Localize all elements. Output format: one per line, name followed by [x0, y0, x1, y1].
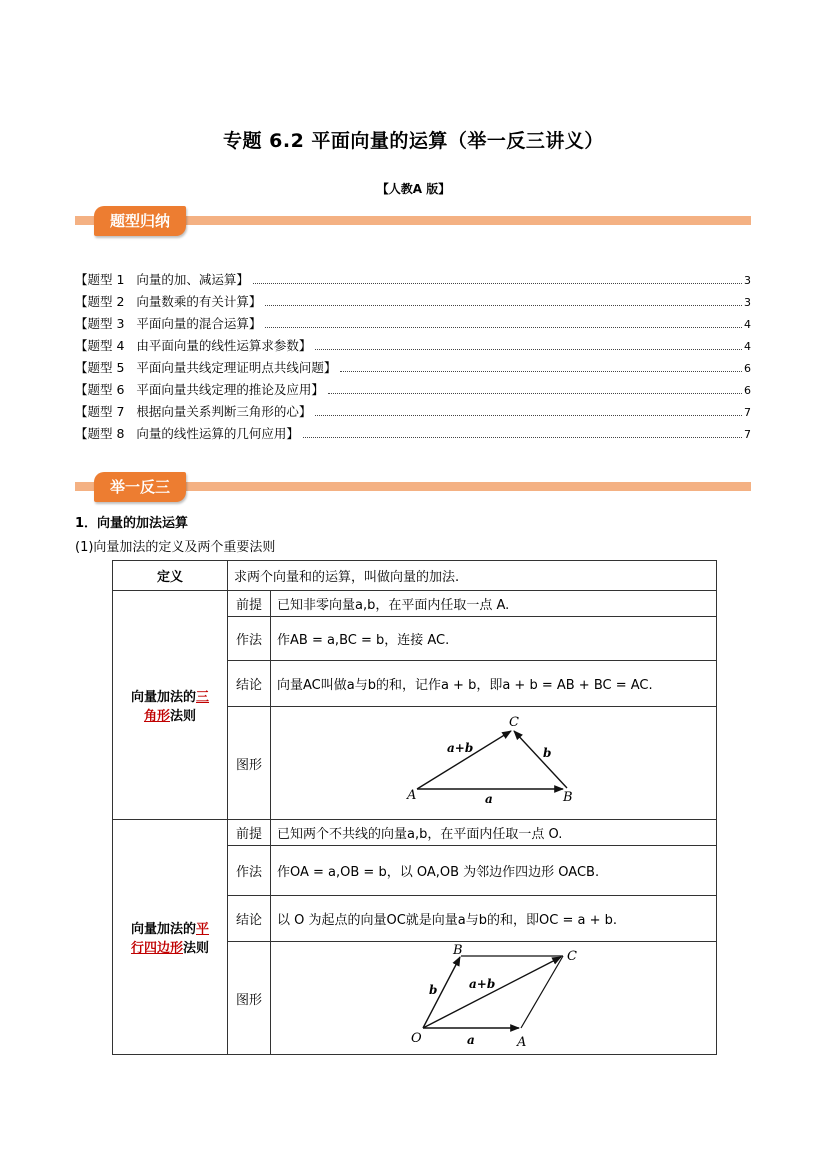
toc-item[interactable]: [75, 380, 751, 398]
section-intro: (1)向量加法的定义及两个重要法则: [75, 540, 276, 555]
toc-page: 6: [744, 362, 751, 375]
point-b-label: B: [563, 790, 573, 805]
a-label: a: [485, 792, 493, 806]
parallelogram-method: 作OA = a,OB = b，以 OA,OB 为邻边作四边形 OACB.: [271, 846, 717, 896]
point-c-label: C: [567, 949, 577, 964]
toc-leader: [328, 392, 742, 394]
practice-banner: 举一反三: [94, 472, 186, 502]
toc-page: 6: [744, 384, 751, 397]
triangle-premise: 已知非零向量a,b，在平面内任取一点 A.: [271, 591, 717, 617]
a-label: a: [467, 1033, 475, 1047]
vector-b: [514, 731, 567, 788]
toc-page: 7: [744, 406, 751, 419]
point-a-label: A: [407, 788, 417, 803]
parallelogram-conclusion: 以 O 为起点的向量OC就是向量a与b的和，即OC = a + b.: [271, 896, 717, 942]
vector-oc: [423, 957, 561, 1028]
sum-label: a+b: [469, 977, 496, 991]
edition-label: 【人教A 版】: [376, 182, 451, 196]
point-o-label: O: [411, 1031, 422, 1046]
toc-item[interactable]: [75, 424, 751, 442]
row-label-method: 作法: [228, 617, 271, 661]
toc-label: 【题型 6 平面向量共线定理的推论及应用】: [75, 382, 324, 397]
toc-page: 3: [744, 274, 751, 287]
row-label-premise: 前提: [228, 591, 271, 617]
toc-leader: [340, 370, 742, 372]
row-label-figure: 图形: [228, 707, 271, 820]
rule-highlight: 角形: [143, 709, 170, 724]
row-label-premise: 前提: [228, 820, 271, 846]
toc-leader: [265, 326, 742, 328]
triangle-figure-cell: [271, 707, 717, 820]
triangle-conclusion: 向量AC叫做a与b的和，记作a + b，即a + b = AB + BC = AC.: [271, 661, 717, 707]
rule-text: 向量加法的: [130, 690, 196, 705]
page-title: 专题 6.2 平面向量的运算（举一反三讲义）: [223, 130, 604, 152]
point-b-label: B: [453, 943, 463, 958]
vector-addition-table: [112, 560, 717, 1055]
row-label-figure: 图形: [228, 942, 271, 1055]
toc-item[interactable]: [75, 270, 751, 288]
parallelogram-rule-label: [113, 820, 228, 1055]
toc-label: 【题型 2 向量数乘的有关计算】: [75, 294, 262, 309]
toc-item[interactable]: [75, 358, 751, 376]
toc-label: 【题型 3 平面向量的混合运算】: [75, 316, 262, 331]
toc-label: 【题型 1 向量的加、减运算】: [75, 272, 249, 287]
b-label: b: [543, 746, 552, 760]
toc-leader: [265, 304, 742, 306]
row-label-method: 作法: [228, 846, 271, 896]
point-c-label: C: [509, 715, 519, 730]
section-heading: 1．向量的加法运算: [75, 516, 189, 531]
toc-item[interactable]: [75, 402, 751, 420]
toc-item[interactable]: [75, 336, 751, 354]
sum-label: a+b: [447, 741, 474, 755]
rule-text: 法则: [170, 709, 197, 724]
toc-page: 4: [744, 340, 751, 353]
toc-label: 【题型 7 根据向量关系判断三角形的心】: [75, 404, 312, 419]
point-a-label: A: [517, 1035, 527, 1050]
definition-text: 求两个向量和的运算，叫做向量的加法.: [228, 561, 717, 591]
parallelogram-figure-cell: [271, 942, 717, 1055]
triangle-method: 作AB = a,BC = b，连接 AC.: [271, 617, 717, 661]
toc-label: 【题型 8 向量的线性运算的几何应用】: [75, 426, 299, 441]
row-label-conclusion: 结论: [228, 661, 271, 707]
rule-text: 向量加法的: [130, 922, 196, 937]
toc-item[interactable]: [75, 292, 751, 310]
triangle-rule-diagram: [271, 707, 711, 815]
parallelogram-rule-diagram: [271, 942, 711, 1050]
vector-a-plus-b: [417, 731, 511, 789]
row-label-conclusion: 结论: [228, 896, 271, 942]
rule-highlight: 行四边形: [130, 941, 183, 956]
parallelogram-premise: 已知两个不共线的向量a,b，在平面内任取一点 O.: [271, 820, 717, 846]
rule-highlight: 三: [196, 690, 210, 705]
toc-leader: [253, 282, 742, 284]
toc-item[interactable]: [75, 314, 751, 332]
summary-banner: 题型归纳: [94, 206, 186, 236]
toc-leader: [303, 436, 742, 438]
toc-leader: [315, 348, 742, 350]
toc-label: 【题型 5 平面向量共线定理证明点共线问题】: [75, 360, 337, 375]
toc-page: 7: [744, 428, 751, 441]
rule-text: 法则: [183, 941, 210, 956]
b-label: b: [429, 983, 438, 997]
toc-label: 【题型 4 由平面向量的线性运算求参数】: [75, 338, 312, 353]
toc-page: 3: [744, 296, 751, 309]
rule-highlight: 平: [196, 922, 210, 937]
triangle-rule-label: [113, 591, 228, 820]
toc-leader: [315, 414, 742, 416]
toc-page: 4: [744, 318, 751, 331]
definition-label: 定义: [113, 561, 228, 591]
